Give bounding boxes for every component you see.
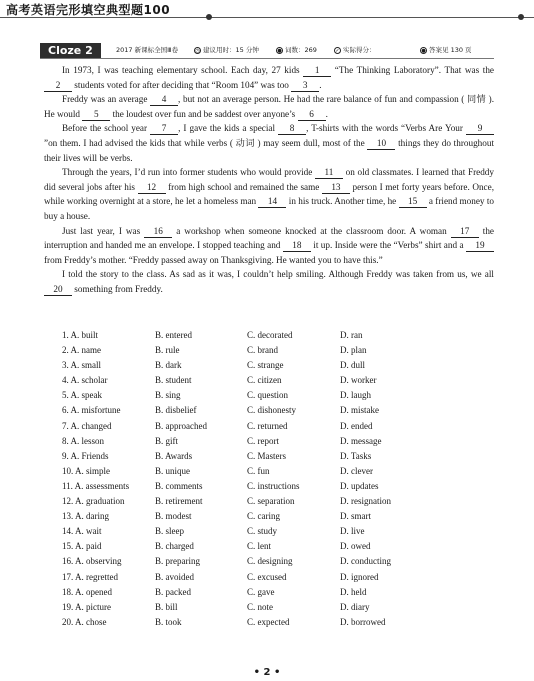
option-b[interactable]: B. avoided: [155, 571, 194, 582]
option-row: [62, 419, 492, 434]
option-a[interactable]: 20. A. chose: [62, 616, 107, 627]
header-dot-icon: [206, 14, 212, 20]
page-number: • 2 •: [253, 667, 281, 678]
option-c[interactable]: C. gave: [247, 586, 275, 597]
exam-source: 2017 新课标全国Ⅲ卷: [116, 46, 179, 54]
option-b[interactable]: B. dark: [155, 360, 182, 371]
option-b[interactable]: B. preparing: [155, 556, 200, 567]
passage-text: students voted for after deciding that “Room 104” was too: [72, 79, 292, 90]
passage-text: from Freddy’s mother. “Freddy passed away on Thanksgiving. He wanted you to have this.”: [44, 254, 383, 265]
option-d[interactable]: D. conducting: [340, 556, 391, 567]
option-b[interactable]: B. comments: [155, 480, 203, 491]
option-a[interactable]: 17. A. regretted: [62, 571, 118, 582]
option-row: [62, 615, 492, 630]
option-b[interactable]: B. sleep: [155, 526, 184, 537]
option-b[interactable]: B. packed: [155, 586, 191, 597]
passage-text: Just last year, I was: [62, 225, 145, 236]
option-c[interactable]: C. report: [247, 435, 279, 446]
option-d[interactable]: D. mistake: [340, 405, 379, 416]
option-row: [62, 449, 492, 464]
passage-text: in his truck. Another time, he: [286, 196, 399, 207]
option-a[interactable]: 16. A. observing: [62, 556, 122, 567]
blank-11[interactable]: 11: [315, 167, 343, 179]
option-d[interactable]: D. updates: [340, 480, 379, 491]
header-rule: [0, 17, 534, 18]
option-row: [62, 434, 492, 449]
option-c[interactable]: C. expected: [247, 616, 290, 627]
option-a[interactable]: 8. A. lesson: [62, 435, 105, 446]
option-d[interactable]: D. ignored: [340, 571, 379, 582]
option-a[interactable]: 6. A. misfortune: [62, 405, 121, 416]
suggested-time: [194, 45, 259, 54]
option-c[interactable]: C. decorated: [247, 330, 293, 340]
option-d[interactable]: D. ran: [340, 330, 363, 340]
option-a[interactable]: 1. A. built: [62, 330, 99, 340]
option-a[interactable]: 7. A. changed: [62, 420, 112, 431]
option-a[interactable]: 15. A. paid: [62, 541, 102, 552]
option-d[interactable]: D. borrowed: [340, 616, 386, 627]
option-d[interactable]: D. ended: [340, 420, 373, 431]
blank-13[interactable]: 13: [322, 182, 350, 194]
blank-2[interactable]: 2: [44, 80, 72, 92]
passage-text: I told the story to the class. As sad as it was, I couldn’t help smiling. Although Freddy was taken from us, we all: [62, 269, 494, 280]
word-count-label: 词数：269: [285, 46, 317, 54]
option-row: [62, 343, 492, 358]
option-d[interactable]: D. message: [340, 435, 382, 446]
actual-score: [334, 45, 376, 54]
blank-1[interactable]: 1: [303, 65, 331, 77]
option-c[interactable]: C. citizen: [247, 375, 282, 386]
blank-16[interactable]: 16: [144, 226, 172, 238]
blank-12[interactable]: 12: [138, 182, 166, 194]
blank-8[interactable]: 8: [278, 123, 306, 135]
option-d[interactable]: D. worker: [340, 375, 377, 386]
option-d[interactable]: D. diary: [340, 601, 370, 612]
exercise-info-bar: [40, 44, 494, 59]
blank-18[interactable]: 18: [283, 240, 311, 252]
option-c[interactable]: C. fun: [247, 465, 270, 476]
answer-reference: [420, 45, 472, 54]
option-row: [62, 479, 492, 494]
option-d[interactable]: D. live: [340, 526, 365, 537]
answer-reference-label: 答案见 130 页: [429, 46, 472, 54]
option-c[interactable]: C. question: [247, 390, 289, 401]
passage-paragraph: [44, 224, 494, 268]
option-row: [62, 494, 492, 509]
passage-text: a workshop when someone knocked at the classroom door. A woman: [172, 225, 451, 236]
option-c[interactable]: C. separation: [247, 496, 295, 507]
option-row: [62, 358, 492, 373]
option-b[interactable]: B. modest: [155, 511, 192, 522]
passage-text: something from Freddy.: [72, 283, 163, 294]
option-c[interactable]: C. study: [247, 526, 278, 537]
word-count: [276, 45, 317, 54]
check-icon: ✓: [335, 47, 340, 54]
option-d[interactable]: D. dull: [340, 360, 366, 371]
passage-text: “The Thinking Laboratory”. That was the: [331, 65, 494, 75]
option-b[interactable]: B. took: [155, 616, 182, 627]
option-a[interactable]: 11. A. assessments: [62, 480, 130, 491]
passage-text: Before the school year: [62, 123, 151, 134]
blank-19[interactable]: 19: [466, 240, 494, 252]
option-c[interactable]: C. caring: [247, 511, 280, 522]
option-c[interactable]: C. lent: [247, 541, 271, 552]
passage-paragraph: [44, 267, 494, 296]
passage-text: the loudest over fun and be saddest over anyone’s: [110, 108, 298, 119]
option-c[interactable]: C. strange: [247, 360, 284, 371]
blank-4[interactable]: 4: [150, 94, 178, 106]
option-b[interactable]: B. disbelief: [155, 405, 197, 416]
passage-paragraph: [44, 165, 494, 223]
option-row: [62, 373, 492, 388]
passage-paragraph: [44, 63, 494, 92]
option-a[interactable]: 3. A. small: [62, 360, 102, 371]
answer-options: [62, 328, 492, 630]
blank-17[interactable]: 17: [451, 226, 479, 238]
option-row: [62, 509, 492, 524]
passage-text: In 1973, I was teaching elementary school. Each day, 27 kids: [62, 65, 304, 75]
option-c[interactable]: C. returned: [247, 420, 288, 431]
option-b[interactable]: B. student: [155, 375, 192, 386]
running-header: [0, 0, 534, 18]
passage-paragraph: [44, 92, 494, 121]
passage-text: , I gave the kids a special: [178, 123, 279, 134]
option-b[interactable]: B. charged: [155, 541, 194, 552]
blank-3[interactable]: 3: [291, 80, 319, 92]
option-row: [62, 570, 492, 585]
blank-5[interactable]: 5: [82, 109, 110, 121]
option-c[interactable]: C. excused: [247, 571, 287, 582]
option-row: [62, 600, 492, 615]
passage-text: Freddy was an average: [62, 94, 151, 105]
option-d[interactable]: D. Tasks: [340, 450, 372, 461]
option-a[interactable]: 2. A. name: [62, 345, 101, 356]
clock-icon: ◷: [195, 47, 200, 54]
option-b[interactable]: B. gift: [155, 435, 179, 446]
blank-7[interactable]: 7: [150, 123, 178, 135]
exercise-badge: Cloze 2: [40, 43, 101, 58]
option-b[interactable]: B. rule: [155, 345, 180, 356]
option-c[interactable]: C. designing: [247, 556, 293, 567]
blank-14[interactable]: 14: [258, 196, 286, 208]
passage-text: on old classmates. I learned that Freddy did several jobs after his: [44, 167, 494, 192]
passage-text: ”on them. I had advised the kids that while verbs ( 动词 ) may seem dull, most of the: [44, 137, 368, 148]
option-b[interactable]: B. unique: [155, 465, 190, 476]
option-d[interactable]: D. smart: [340, 511, 371, 522]
suggested-time-label: 建议用时：15 分钟: [203, 46, 259, 54]
option-row: [62, 585, 492, 600]
passage-text: Through the years, I’d run into former students who would provide: [62, 167, 315, 178]
option-d[interactable]: D. laugh: [340, 390, 371, 401]
option-c[interactable]: C. Masters: [247, 450, 286, 461]
option-row: [62, 524, 492, 539]
passage-text: a friend money to buy a house.: [44, 196, 494, 221]
option-b[interactable]: B. approached: [155, 420, 207, 431]
answer-icon: ●: [421, 47, 426, 54]
actual-score-label: 实际得分：: [343, 46, 376, 54]
option-row: [62, 403, 492, 418]
passage-text: , but not an average person. He had the rare balance of fun and compassion ( 同情 ). He would: [44, 94, 494, 119]
option-a[interactable]: 10. A. simple: [62, 465, 111, 476]
option-row: [62, 388, 492, 403]
option-a[interactable]: 5. A. speak: [62, 390, 102, 401]
passage-text: , T-shirts with the words “Verbs Are Your: [306, 123, 466, 134]
blank-20[interactable]: 20: [44, 284, 72, 296]
option-d[interactable]: D. owed: [340, 541, 371, 552]
option-row: [62, 328, 492, 343]
passage-text: from high school and remained the same: [165, 181, 322, 192]
option-a[interactable]: 18. A. opened: [62, 586, 112, 597]
option-b[interactable]: B. bill: [155, 601, 178, 612]
passage-paragraph: [44, 121, 494, 165]
header-dot-icon: [518, 14, 524, 20]
option-c[interactable]: C. dishonesty: [247, 405, 297, 416]
option-c[interactable]: C. note: [247, 601, 273, 612]
count-icon: ●: [277, 47, 282, 54]
option-d[interactable]: D. resignation: [340, 496, 391, 507]
blank-9[interactable]: 9: [466, 123, 494, 135]
option-d[interactable]: D. clever: [340, 465, 373, 476]
option-b[interactable]: B. Awards: [155, 450, 193, 461]
passage-text: .: [319, 79, 322, 90]
option-c[interactable]: C. instructions: [247, 480, 300, 491]
option-c[interactable]: C. brand: [247, 345, 278, 356]
passage-text: it up. Inside were the “Verbs” shirt and a: [310, 240, 466, 251]
option-d[interactable]: D. plan: [340, 345, 367, 356]
passage-text: person I met forty years before. Once, while working overnight at a store, he let a homeless man: [44, 181, 495, 207]
blank-10[interactable]: 10: [367, 138, 395, 150]
option-a[interactable]: 14. A. wait: [62, 526, 102, 537]
option-a[interactable]: 19. A. picture: [62, 601, 111, 612]
passage-text: things they do throughout their lives will be verbs.: [44, 137, 494, 163]
option-a[interactable]: 12. A. graduation: [62, 496, 125, 507]
option-b[interactable]: B. retirement: [155, 496, 203, 507]
option-a[interactable]: 9. A. Friends: [62, 450, 109, 461]
option-row: [62, 539, 492, 554]
option-row: [62, 464, 492, 479]
blank-15[interactable]: 15: [399, 196, 427, 208]
book-title: 高考英语完形填空典型题100: [6, 3, 171, 17]
option-b[interactable]: B. sing: [155, 390, 181, 401]
passage-text: .: [325, 108, 328, 119]
option-a[interactable]: 13. A. daring: [62, 511, 109, 522]
option-row: [62, 554, 492, 569]
cloze-passage: [44, 63, 494, 297]
passage-text: the interruption and handed me an envelope. I stopped teaching and: [44, 225, 494, 251]
option-d[interactable]: D. held: [340, 586, 367, 597]
option-b[interactable]: B. entered: [155, 330, 192, 340]
option-a[interactable]: 4. A. scholar: [62, 375, 108, 386]
blank-6[interactable]: 6: [298, 109, 326, 121]
